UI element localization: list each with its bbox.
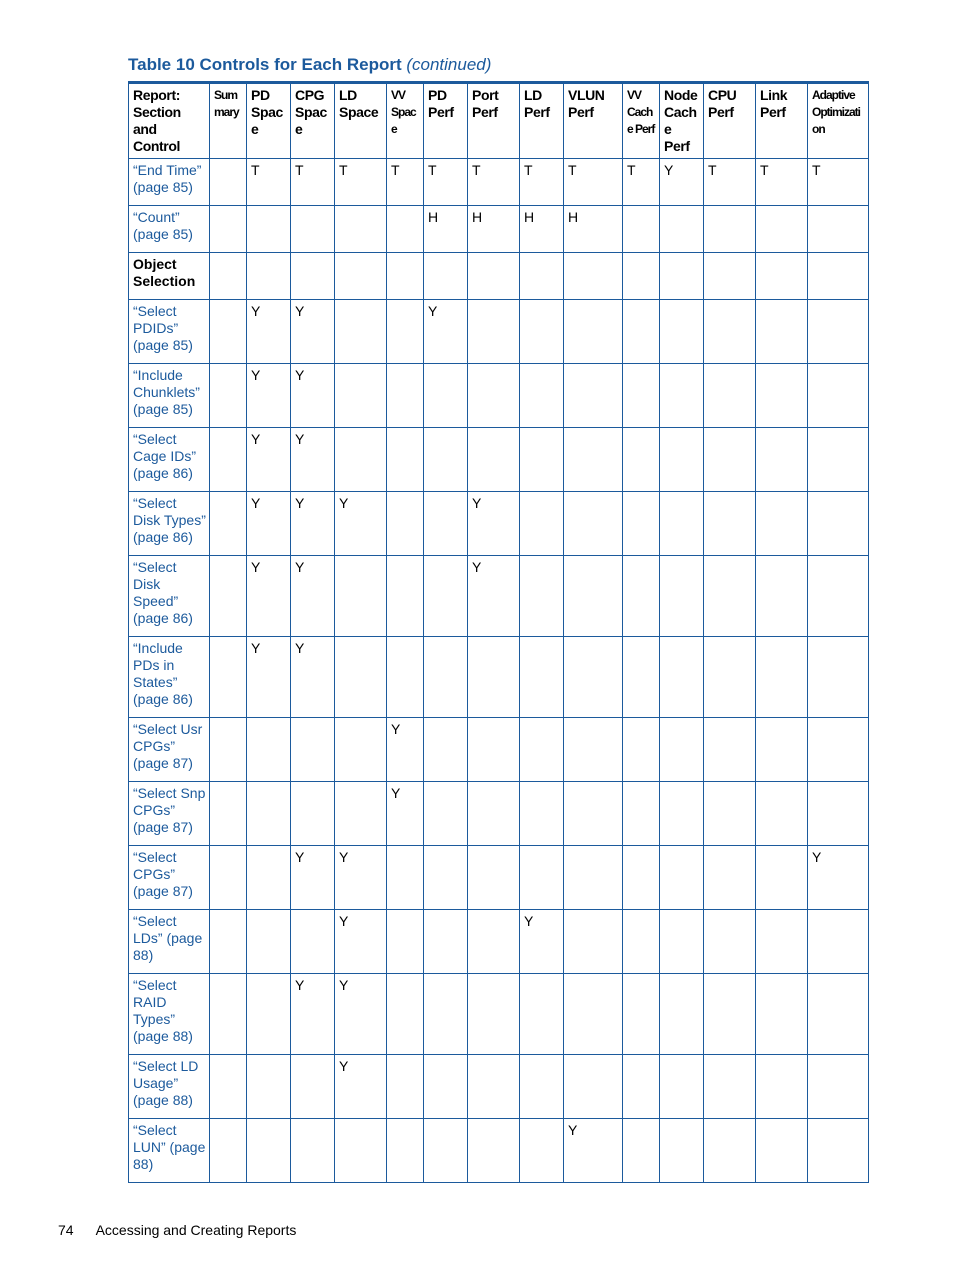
table-cell [623,206,660,253]
table-cell [387,206,424,253]
table-row [129,364,869,428]
table-cell [247,253,291,300]
table-cell [520,492,564,556]
table-cell [335,556,387,637]
table-cell [564,718,623,782]
table-cell: T [623,159,660,206]
control-label: “Select Usr CPGs” (page 87) [129,718,210,782]
table-cell [660,637,704,718]
table-cell [756,910,808,974]
table-cell [247,910,291,974]
control-label: “Select LD Usage” (page 88) [129,1055,210,1119]
table-cell: Y [468,492,520,556]
table-cell [756,300,808,364]
table-cell [468,300,520,364]
table-row [129,910,869,974]
table-cell [704,206,756,253]
table-cell [210,718,247,782]
table-cell [660,846,704,910]
table-cell: T [424,159,468,206]
table-cell [520,364,564,428]
table-cell [210,974,247,1055]
table-cell: Y [291,637,335,718]
table-cell [424,1055,468,1119]
table-cell [387,492,424,556]
table-cell [468,637,520,718]
table-row [129,718,869,782]
table-cell [660,428,704,492]
column-header: VLUN Perf [564,83,623,159]
control-label: “Select LUN” (page 88) [129,1119,210,1183]
table-cell [210,428,247,492]
table-cell [623,1119,660,1183]
table-cell [564,364,623,428]
table-row [129,974,869,1055]
table-cell [808,556,869,637]
table-cell: H [564,206,623,253]
table-cell [623,253,660,300]
table-row [129,159,869,206]
table-cell: Y [291,428,335,492]
table-cell [335,1119,387,1183]
table-cell: H [520,206,564,253]
table-cell: Y [291,300,335,364]
table-row [129,637,869,718]
table-caption [128,55,491,75]
table-cell [756,364,808,428]
table-cell [291,910,335,974]
table-cell [424,637,468,718]
table-cell [210,253,247,300]
table-cell [387,846,424,910]
column-header: Node Cache Perf [660,83,704,159]
table-cell [210,556,247,637]
table-cell [808,974,869,1055]
table-cell [660,910,704,974]
table-cell [623,492,660,556]
table-cell [335,428,387,492]
table-cell [335,637,387,718]
table-cell [660,253,704,300]
table-cell [520,428,564,492]
table-caption-suffix: (continued) [406,55,492,74]
table-cell [468,1119,520,1183]
table-cell [623,782,660,846]
table-cell: Y [520,910,564,974]
table-cell: Y [387,782,424,846]
table-cell [623,1055,660,1119]
table-cell [247,974,291,1055]
table-row [129,492,869,556]
table-cell [520,300,564,364]
table-cell: Y [335,492,387,556]
table-cell [247,1055,291,1119]
table-cell: H [424,206,468,253]
column-header: Report: Section and Control [129,83,210,159]
table-cell: T [468,159,520,206]
table-cell: Y [247,556,291,637]
table-cell [468,782,520,846]
table-cell: T [564,159,623,206]
table-cell [756,782,808,846]
table-cell [704,1119,756,1183]
table-cell [247,206,291,253]
table-cell [424,846,468,910]
table-cell: Y [247,428,291,492]
table-cell [291,1055,335,1119]
table-cell [210,846,247,910]
table-cell [704,428,756,492]
table-row [129,782,869,846]
table-cell: Y [468,556,520,637]
table-cell [660,492,704,556]
table-cell [564,637,623,718]
table-cell [808,718,869,782]
table-row [129,300,869,364]
table-cell: Y [247,492,291,556]
section-row [129,253,869,300]
table-cell [210,1119,247,1183]
table-cell: Y [424,300,468,364]
table-cell [247,782,291,846]
table-cell [387,364,424,428]
table-cell [756,253,808,300]
table-cell [520,974,564,1055]
column-header: LD Space [335,83,387,159]
table-cell [623,718,660,782]
table-cell [808,206,869,253]
table-cell [424,428,468,492]
table-cell: Y [247,364,291,428]
table-cell [660,974,704,1055]
table-cell [756,846,808,910]
control-label: “Select Disk Types” (page 86) [129,492,210,556]
table-cell [468,253,520,300]
table-cell [424,974,468,1055]
control-label: “Select RAID Types” (page 88) [129,974,210,1055]
controls-table [128,81,869,1183]
table-cell [520,1119,564,1183]
table-cell [704,782,756,846]
table-cell [335,253,387,300]
table-cell [387,556,424,637]
column-header: LD Perf [520,83,564,159]
table-cell [468,910,520,974]
section-label: Object Selection [129,253,210,300]
table-cell [564,492,623,556]
table-cell: Y [335,910,387,974]
table-cell [704,492,756,556]
table-cell [424,910,468,974]
table-cell [808,637,869,718]
table-cell [564,910,623,974]
table-cell [520,1055,564,1119]
table-cell [564,300,623,364]
column-header: Link Perf [756,83,808,159]
table-cell: T [335,159,387,206]
table-cell [808,428,869,492]
table-cell [660,718,704,782]
table-cell [291,206,335,253]
table-cell: Y [564,1119,623,1183]
table-cell [424,492,468,556]
table-cell [247,718,291,782]
table-row [129,428,869,492]
table-cell [520,556,564,637]
table-cell [623,846,660,910]
table-cell [424,718,468,782]
table-cell [808,910,869,974]
table-cell [335,364,387,428]
table-cell [424,364,468,428]
column-header: Summary [210,83,247,159]
table-cell [756,428,808,492]
table-cell [756,556,808,637]
table-cell [424,253,468,300]
table-cell [623,910,660,974]
table-cell [756,492,808,556]
table-cell: Y [335,1055,387,1119]
table-cell [335,206,387,253]
table-cell [387,1119,424,1183]
control-label: “Select Snp CPGs” (page 87) [129,782,210,846]
column-header: Adaptive Optimization [808,83,869,159]
table-cell: H [468,206,520,253]
table-cell [704,846,756,910]
table-caption-label: Table 10 Controls for Each Report [128,55,402,74]
control-label: “Select CPGs” (page 87) [129,846,210,910]
column-header: CPU Perf [704,83,756,159]
table-cell [564,1055,623,1119]
table-cell [291,782,335,846]
table-cell [210,206,247,253]
table-cell: Y [335,974,387,1055]
column-header: VV Space [387,83,424,159]
table-cell [660,782,704,846]
table-cell [468,1055,520,1119]
table-cell [468,846,520,910]
control-label: “Select PDIDs” (page 85) [129,300,210,364]
table-cell [756,1055,808,1119]
table-cell [756,1119,808,1183]
table-cell [660,206,704,253]
table-cell: Y [247,300,291,364]
column-header: VV Cache Perf [623,83,660,159]
table-cell [291,1119,335,1183]
table-cell [335,782,387,846]
table-cell: Y [291,364,335,428]
table-cell [387,910,424,974]
table-row [129,846,869,910]
table-row [129,556,869,637]
table-cell [808,300,869,364]
table-cell [660,1119,704,1183]
table-cell [387,974,424,1055]
table-cell [660,364,704,428]
table-cell [808,782,869,846]
table-cell [520,846,564,910]
table-cell [660,1055,704,1119]
table-cell [623,300,660,364]
table-cell [660,556,704,637]
table-cell [808,253,869,300]
table-cell [623,428,660,492]
table-cell [468,428,520,492]
table-cell [424,1119,468,1183]
table-cell [520,637,564,718]
table-cell [623,637,660,718]
table-cell [660,300,704,364]
table-cell [210,300,247,364]
table-cell [335,300,387,364]
table-cell [808,364,869,428]
table-cell [704,253,756,300]
table-cell: T [808,159,869,206]
table-cell [468,718,520,782]
table-cell: T [387,159,424,206]
table-row [129,1055,869,1119]
table-cell [424,782,468,846]
table-cell: T [704,159,756,206]
control-label: “Include PDs in States” (page 86) [129,637,210,718]
control-label: “Count” (page 85) [129,206,210,253]
table-cell [564,253,623,300]
table-row [129,1119,869,1183]
table-cell [564,974,623,1055]
table-cell [247,1119,291,1183]
table-cell [564,428,623,492]
table-cell [291,718,335,782]
table-cell: Y [291,974,335,1055]
table-cell [210,1055,247,1119]
table-cell [704,637,756,718]
table-cell [210,364,247,428]
table-cell [520,782,564,846]
table-cell [623,974,660,1055]
table-cell [387,300,424,364]
page-footer [58,1222,296,1238]
table-cell [704,300,756,364]
column-header: CPG Space [291,83,335,159]
table-cell [210,159,247,206]
table-cell: Y [660,159,704,206]
table-cell: Y [291,846,335,910]
table-row [129,206,869,253]
table-cell [210,492,247,556]
table-cell [808,1119,869,1183]
table-cell: T [291,159,335,206]
table-cell [210,782,247,846]
table-cell [704,1055,756,1119]
table-cell [564,556,623,637]
table-cell [704,974,756,1055]
table-cell [210,910,247,974]
table-cell [564,846,623,910]
table-cell: T [756,159,808,206]
control-label: “End Time” (page 85) [129,159,210,206]
table-cell [424,556,468,637]
table-cell [756,206,808,253]
table-cell [623,364,660,428]
control-label: “Select LDs” (page 88) [129,910,210,974]
table-cell [756,718,808,782]
header-row [129,83,869,159]
table-cell: Y [291,492,335,556]
table-cell: Y [387,718,424,782]
table-cell: Y [247,637,291,718]
table-cell [520,718,564,782]
footer-section-title: Accessing and Creating Reports [95,1222,297,1238]
table-cell [704,718,756,782]
table-cell [247,846,291,910]
control-label: “Select Cage IDs” (page 86) [129,428,210,492]
table-cell: Y [291,556,335,637]
table-cell [808,1055,869,1119]
table-cell [623,556,660,637]
table-cell [756,974,808,1055]
control-label: “Select Disk Speed” (page 86) [129,556,210,637]
column-header: Port Perf [468,83,520,159]
table-cell [387,253,424,300]
table-cell [704,910,756,974]
table-cell [468,974,520,1055]
table-cell [291,253,335,300]
table-cell [387,1055,424,1119]
table-cell [704,556,756,637]
table-cell: T [520,159,564,206]
page-number: 74 [58,1222,74,1238]
table-cell [210,637,247,718]
table-cell [335,718,387,782]
table-cell [704,364,756,428]
table-cell [808,492,869,556]
table-cell: T [247,159,291,206]
table-cell [564,782,623,846]
column-header: PD Space [247,83,291,159]
column-header: PD Perf [424,83,468,159]
table-cell [520,253,564,300]
table-cell [468,364,520,428]
table-cell [387,637,424,718]
table-cell: Y [335,846,387,910]
table-cell [387,428,424,492]
table-cell [756,637,808,718]
control-label: “Include Chunklets” (page 85) [129,364,210,428]
table-cell: Y [808,846,869,910]
